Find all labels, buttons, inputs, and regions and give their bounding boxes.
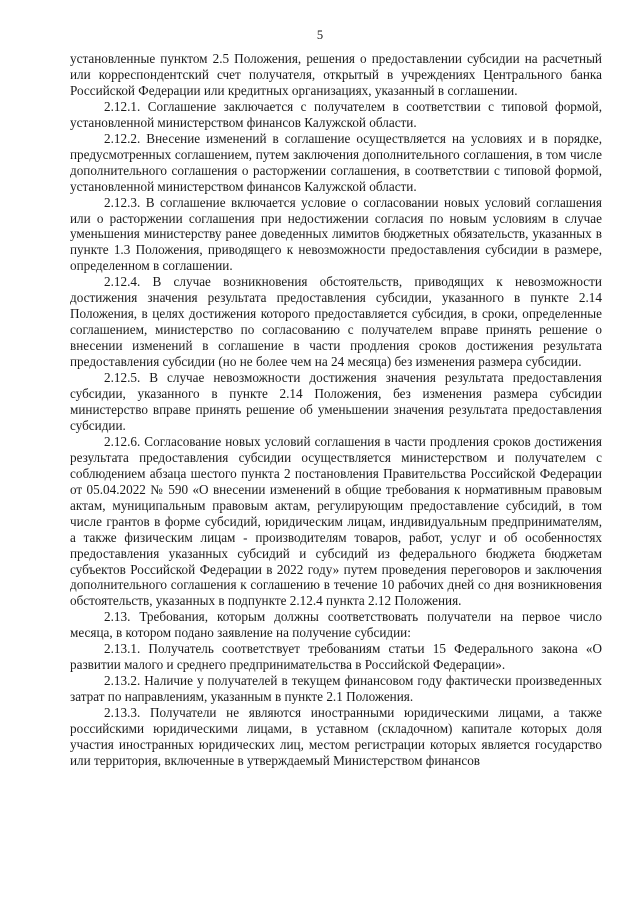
paragraph: 2.12.2. Внесение изменений в соглашение осуществляется на условиях и в порядке, предусмотренных соглашением, путем заключения дополнительного соглашения, в том числе дополнительного соглашения о расторжении соглашения, в соответствии с типовой формой, установленной министерством финансов Калужской области. xyxy=(70,130,602,194)
paragraph: 2.12.6. Согласование новых условий соглашения в части продления сроков достижения результата предоставления субсидии осуществляется министерством и получателем с соблюдением абзаца шестого пункта 2 постановления Правительства Российской Федерации от 05.04.2022 № 590 «О внесении изменений в общие требования к нормативным правовым актам, муниципальным правовым актам, регулирующим предоставление субсидий, в том числе грантов в форме субсидий, юридическим лицам, индивидуальным предпринимателям, а также физическим лицам - производителям товаров, работ, услуг и об особенностях предоставления указанных субсидий и субсидий из федерального бюджета бюджетам субъектов Российской Федерации в 2022 году» путем проведения переговоров и заключения дополнительного соглашения к соглашению в течение 10 рабочих дней со дня возникновения обстоятельств, указанных в подпункте 2.12.4 пункта 2.12 Положения. xyxy=(70,433,602,609)
paragraph: установленные пунктом 2.5 Положения, решения о предоставлении субсидии на расчетный или корреспондентский счет получателя, открытый в учреждениях Центрального банка Российской Федерации или кредитных организациях, указанный в соглашении. xyxy=(70,51,602,98)
page-number: 5 xyxy=(316,28,324,42)
paragraph: 2.12.3. В соглашение включается условие о согласовании новых условий соглашения или о расторжении соглашения при недостижении согласия по новым условиям в случае уменьшения министерству ранее доведенных лимитов бюджетных обязательств, указанных в пункте 1.3 Положения, приводящего к невозможности предоставления субсидии в размере, определенном в соглашении. xyxy=(70,194,602,274)
paragraph: 2.13.3. Получатели не являются иностранными юридическими лицами, а также российскими юридическими лицами, в уставном (складочном) капитале которых доля участия иностранных юридических лиц, местом регистрации которых является государство или территория, включенные в утверждаемый Министерством финансов xyxy=(70,705,602,768)
paragraph: 2.13.1. Получатель соответствует требованиям статьи 15 Федерального закона «О развитии малого и среднего предпринимательства в Российской Федерации». xyxy=(70,641,602,673)
paragraph: 2.13. Требования, которым должны соответствовать получатели на первое число месяца, в котором подано заявление на получение субсидии: xyxy=(70,609,602,641)
paragraph: 2.12.5. В случае невозможности достижения значения результата предоставления субсидии, указанного в пункте 2.14 Положения, без изменения размера субсидии министерство вправе принять решение об уменьшении значения результата предоставления субсидии. xyxy=(70,370,602,433)
document-body xyxy=(70,51,602,769)
paragraph: 2.13.2. Наличие у получателей в текущем финансовом году фактически произведенных затрат по направлениям, указанным в пункте 2.1 Положения. xyxy=(70,673,602,705)
paragraph: 2.12.1. Соглашение заключается с получателем в соответствии с типовой формой, установленной министерством финансов Калужской области. xyxy=(70,98,602,130)
paragraph: 2.12.4. В случае возникновения обстоятельств, приводящих к невозможности достижения значения результата предоставления субсидии, указанного в пункте 2.14 Положения, в целях достижения которого предоставляется субсидия, в сроки, определенные соглашением, министерство по согласованию с получателем вправе принять решение о внесении изменений в соглашение в части продления сроков достижения результата предоставления субсидии (но не более чем на 24 месяца) без изменения размера субсидии. xyxy=(70,274,602,370)
